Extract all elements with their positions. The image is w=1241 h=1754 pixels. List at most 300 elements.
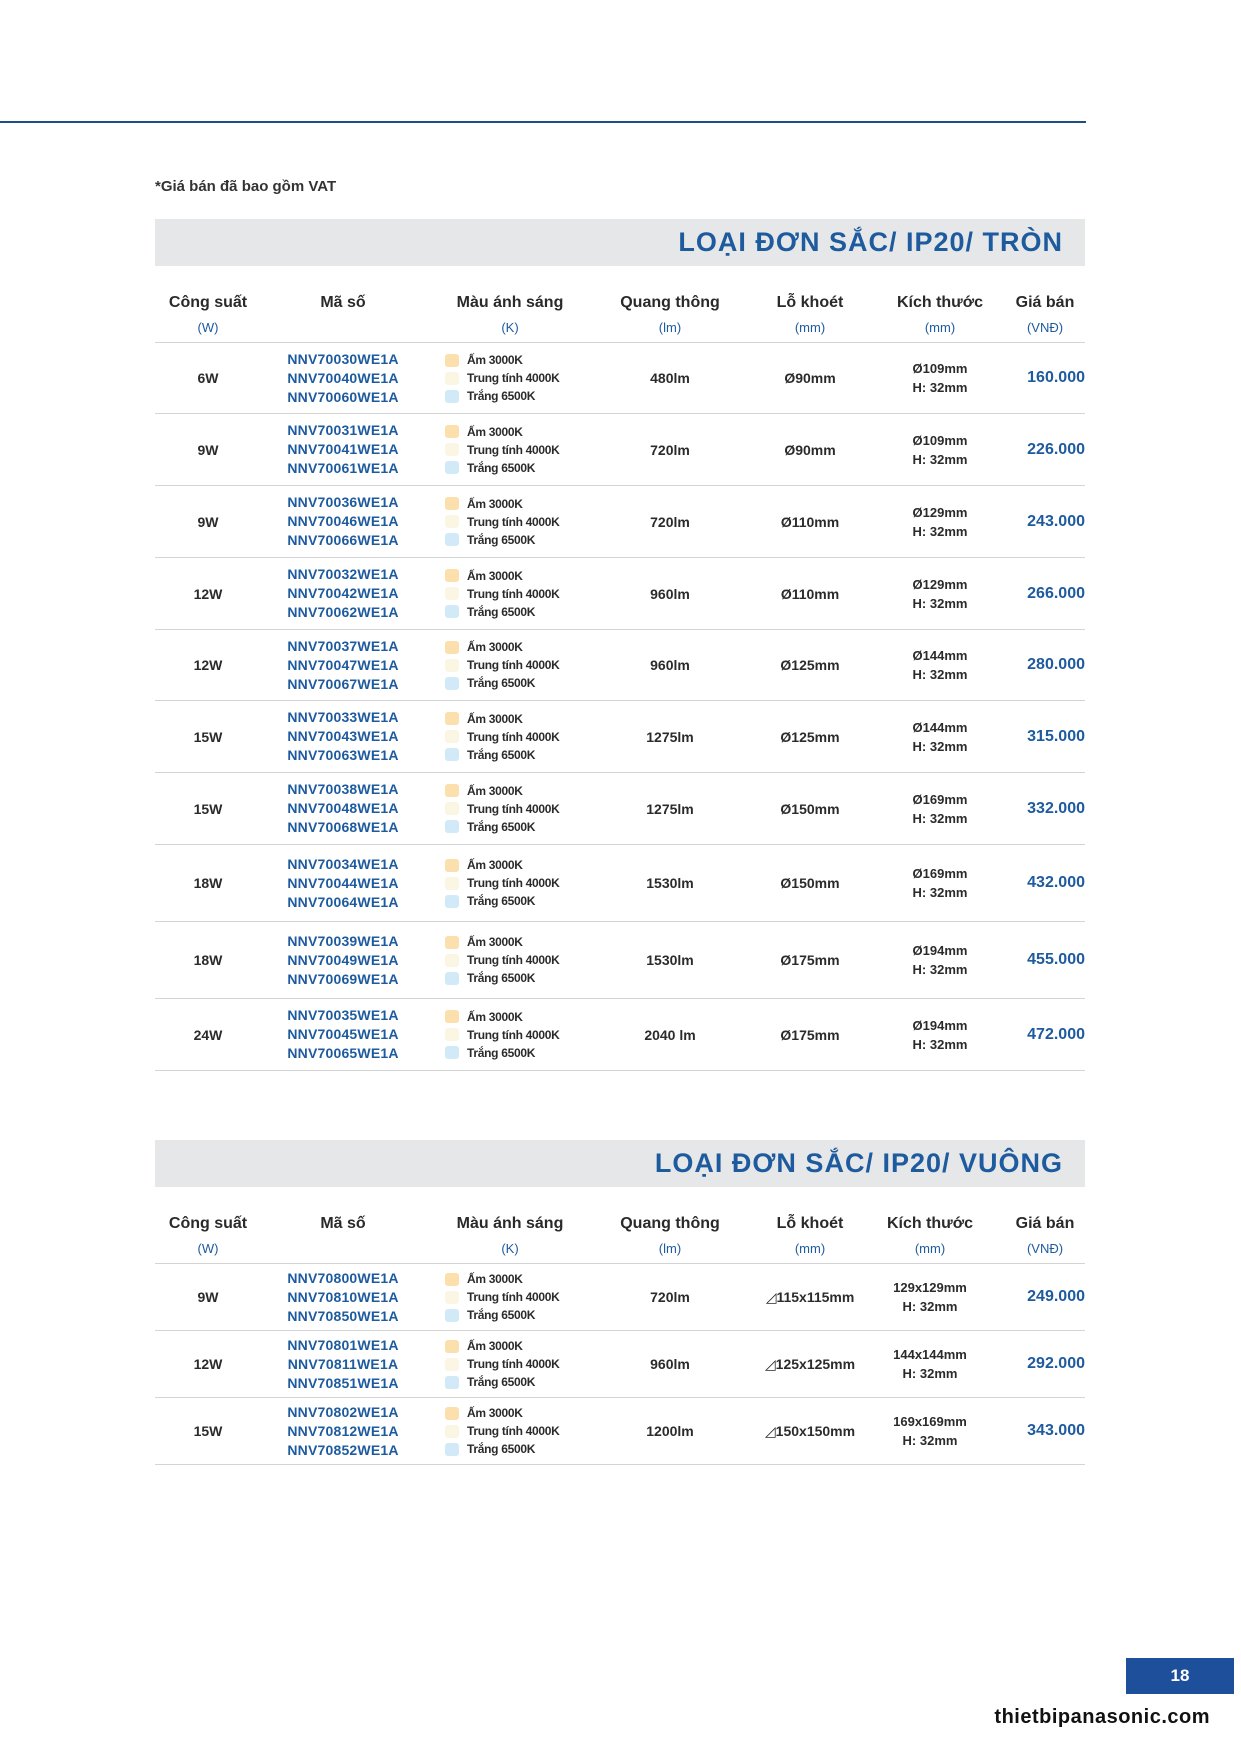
dimension-height: H: 32mm: [902, 1433, 958, 1448]
dimension-cell: [865, 1398, 995, 1464]
dimension-cell: [875, 630, 1005, 700]
light-color-cell: [445, 558, 595, 629]
light-color-cell: [445, 773, 595, 844]
dimension-size: Ø109mm: [912, 432, 968, 448]
lumen-cell: 2040 lm: [644, 1026, 696, 1043]
light-option-label: Trung tính 4000K: [467, 658, 560, 672]
product-code: NNV70046WE1A: [287, 513, 399, 529]
light-color-cell: [445, 922, 595, 998]
page-number: 18: [1170, 1666, 1190, 1685]
light-option-label: Trắng 6500K: [467, 1045, 536, 1060]
product-code: NNV70802WE1A: [287, 1403, 399, 1420]
light-color-cell: [445, 343, 595, 413]
light-option: [445, 1026, 560, 1044]
light-color-cell: [445, 1331, 595, 1397]
price-cell: 455.000: [1027, 951, 1085, 968]
color-swatch-icon: [445, 677, 459, 690]
lumen-cell: 960lm: [650, 657, 690, 673]
cutout-cell: ◿150x150mm: [764, 1422, 856, 1439]
color-swatch-icon: [445, 587, 459, 600]
product-code: NNV70851WE1A: [287, 1374, 399, 1391]
price-cell: 266.000: [1027, 584, 1085, 602]
dimension-cell: [875, 701, 1005, 772]
dimension-cell: [875, 558, 1005, 629]
code-cell: [261, 630, 425, 700]
product-code: NNV70801WE1A: [287, 1336, 399, 1353]
dimension-cell: [865, 1331, 995, 1397]
light-color-cell: [445, 414, 595, 485]
dimension-height: H: 32mm: [912, 380, 968, 395]
product-code: NNV70031WE1A: [287, 422, 399, 438]
price-cell: 243.000: [1027, 512, 1085, 530]
product-code: NNV70060WE1A: [287, 388, 399, 405]
price-cell: 432.000: [1027, 874, 1085, 891]
light-color-cell: [445, 630, 595, 700]
light-option: [445, 856, 523, 874]
product-code: NNV70066WE1A: [287, 532, 399, 548]
lumen-cell: 720lm: [650, 1289, 690, 1305]
table-row: [155, 486, 1085, 558]
light-option: [445, 782, 523, 800]
light-option: [445, 728, 560, 746]
product-code: NNV70064WE1A: [287, 893, 399, 910]
light-option: [445, 674, 535, 692]
code-cell: [261, 414, 425, 485]
cutout-cell: Ø110mm: [780, 513, 840, 530]
top-divider: [0, 121, 1086, 123]
color-swatch-icon: [445, 1407, 459, 1420]
dimension-cell: [875, 922, 1005, 998]
light-option: [445, 933, 523, 951]
light-option: [445, 1373, 535, 1391]
code-cell: [261, 773, 425, 844]
light-option-label: Ấm 3000K: [467, 711, 523, 726]
cutout-cell: ◿115x115mm: [765, 1288, 855, 1305]
dimension-size: Ø129mm: [912, 504, 968, 520]
price-cell: 343.000: [1027, 1422, 1085, 1439]
product-code: NNV70032WE1A: [287, 566, 399, 582]
vat-note: *Giá bán đã bao gồm VAT: [155, 178, 337, 195]
dimension-height: H: 32mm: [902, 1366, 958, 1381]
product-code: NNV70034WE1A: [287, 855, 399, 872]
light-option-label: Trắng 6500K: [467, 894, 536, 908]
code-cell: [261, 701, 425, 772]
lumen-cell: 720lm: [650, 441, 690, 458]
light-option: [445, 351, 523, 369]
color-swatch-icon: [445, 1443, 459, 1456]
code-cell: [261, 486, 425, 557]
product-code: NNV70041WE1A: [287, 441, 399, 457]
product-code: NNV70067WE1A: [287, 675, 399, 692]
power-cell: 9W: [197, 1289, 219, 1305]
dimension-size: Ø144mm: [912, 719, 968, 735]
light-color-cell: [445, 1398, 595, 1464]
lumen-cell: 480lm: [650, 370, 690, 386]
color-swatch-icon: [445, 390, 459, 403]
light-option: [445, 495, 523, 513]
color-swatch-icon: [445, 1376, 459, 1389]
light-option: [445, 656, 560, 674]
section-title-band: [155, 1140, 1085, 1187]
product-code: NNV70062WE1A: [287, 604, 399, 620]
dimension-cell: [875, 773, 1005, 844]
light-option-label: Trắng 6500K: [467, 676, 536, 690]
color-swatch-icon: [445, 1309, 459, 1322]
light-option: [445, 1440, 535, 1458]
table-row: [155, 1264, 1085, 1331]
square-section: [155, 1140, 1085, 1465]
product-code: NNV70047WE1A: [287, 656, 399, 673]
color-swatch-icon: [445, 641, 459, 654]
light-color-cell: [445, 1264, 595, 1330]
dimension-size: Ø109mm: [912, 361, 968, 376]
light-color-cell: [445, 845, 595, 921]
light-option: [445, 710, 523, 728]
dimension-cell: [875, 999, 1005, 1070]
light-option-label: Ấm 3000K: [467, 496, 523, 511]
dimension-cell: [875, 343, 1005, 413]
table-row: [155, 558, 1085, 630]
color-swatch-icon: [445, 712, 459, 725]
color-swatch-icon: [445, 877, 459, 890]
color-swatch-icon: [445, 1273, 459, 1286]
color-swatch-icon: [445, 425, 459, 438]
product-code: NNV70850WE1A: [287, 1307, 399, 1324]
dimension-height: H: 32mm: [902, 1299, 958, 1314]
cutout-cell: Ø175mm: [780, 1026, 840, 1043]
light-option-label: Trung tính 4000K: [467, 1290, 560, 1304]
product-code: NNV70852WE1A: [287, 1441, 399, 1458]
product-code: NNV70063WE1A: [287, 747, 399, 763]
light-option-label: Ấm 3000K: [467, 935, 523, 949]
light-option-label: Trắng 6500K: [467, 747, 536, 762]
light-option: [445, 746, 535, 764]
light-option-label: Trắng 6500K: [467, 971, 536, 985]
color-swatch-icon: [445, 1046, 459, 1059]
dimension-height: H: 32mm: [912, 667, 968, 682]
color-swatch-icon: [445, 659, 459, 672]
light-option: [445, 441, 560, 459]
light-option-label: Trung tính 4000K: [467, 371, 560, 385]
color-swatch-icon: [445, 1028, 459, 1041]
power-cell: 9W: [197, 513, 219, 530]
light-option: [445, 1355, 560, 1373]
color-swatch-icon: [445, 461, 459, 474]
price-cell: 249.000: [1027, 1288, 1085, 1305]
light-option: [445, 459, 535, 477]
color-swatch-icon: [445, 972, 459, 985]
dimension-size: Ø144mm: [912, 648, 968, 663]
power-cell: 15W: [193, 1423, 223, 1439]
dimension-cell: [875, 486, 1005, 557]
color-swatch-icon: [445, 497, 459, 510]
product-code: NNV70812WE1A: [287, 1422, 399, 1439]
dimension-height: H: 32mm: [912, 595, 968, 611]
color-swatch-icon: [445, 372, 459, 385]
color-swatch-icon: [445, 533, 459, 546]
price-cell: 292.000: [1027, 1355, 1085, 1372]
light-option: [445, 638, 523, 656]
product-code: NNV70035WE1A: [287, 1007, 399, 1023]
power-cell: 18W: [193, 875, 223, 891]
light-option-label: Trắng 6500K: [467, 604, 536, 619]
code-cell: [261, 1331, 425, 1397]
light-option: [445, 800, 560, 818]
cutout-cell: Ø125mm: [780, 728, 840, 745]
price-cell: 332.000: [1027, 799, 1085, 817]
light-option-label: Ấm 3000K: [467, 1009, 523, 1024]
dimension-size: 129x129mm: [893, 1280, 967, 1295]
light-option: [445, 969, 535, 987]
table-row: [155, 845, 1085, 922]
power-cell: 9W: [197, 441, 219, 458]
light-option: [445, 369, 560, 387]
table-row: [155, 773, 1085, 845]
light-option: [445, 951, 560, 969]
power-cell: 15W: [193, 728, 223, 745]
color-swatch-icon: [445, 820, 459, 833]
lumen-cell: 960lm: [650, 1356, 690, 1372]
light-option-label: Trung tính 4000K: [467, 1027, 560, 1042]
light-option: [445, 1404, 523, 1422]
lumen-cell: 1530lm: [646, 875, 694, 891]
light-option: [445, 567, 523, 585]
table-row: [155, 343, 1085, 414]
lumen-cell: 720lm: [650, 513, 690, 530]
table-header: Công suất (W) Mã số Màu ánh sáng (K) Quang thông (lm) Lỗ khoét (mm) Kích thước (mm) Giá bán (VNĐ): [155, 266, 1085, 343]
light-option: [445, 585, 560, 603]
dimension-cell: [875, 845, 1005, 921]
table-row: [155, 1331, 1085, 1398]
dimension-size: Ø169mm: [912, 866, 968, 881]
dimension-cell: [865, 1264, 995, 1330]
price-cell: 315.000: [1027, 727, 1085, 745]
cutout-cell: ◿125x125mm: [764, 1355, 856, 1372]
cutout-cell: Ø175mm: [780, 952, 840, 968]
dimension-size: 144x144mm: [893, 1347, 967, 1362]
code-cell: [261, 922, 425, 998]
light-option-label: Trắng 6500K: [467, 1308, 536, 1322]
color-swatch-icon: [445, 1010, 459, 1023]
color-swatch-icon: [445, 443, 459, 456]
color-swatch-icon: [445, 569, 459, 582]
product-code: NNV70048WE1A: [287, 800, 399, 816]
light-option: [445, 387, 535, 405]
color-swatch-icon: [445, 859, 459, 872]
code-cell: [261, 343, 425, 413]
code-cell: [261, 1398, 425, 1464]
power-cell: 15W: [193, 800, 223, 817]
light-color-cell: [445, 701, 595, 772]
product-code: NNV70044WE1A: [287, 874, 399, 891]
light-option-label: Ấm 3000K: [467, 1272, 523, 1286]
light-option-label: Trung tính 4000K: [467, 876, 560, 890]
light-option-label: Trung tính 4000K: [467, 1357, 560, 1371]
power-cell: 12W: [193, 1356, 223, 1372]
dimension-size: Ø169mm: [912, 791, 968, 807]
light-option-label: Trắng 6500K: [467, 819, 536, 834]
color-swatch-icon: [445, 605, 459, 618]
light-option-label: Trung tính 4000K: [467, 514, 560, 529]
light-option: [445, 1270, 523, 1288]
light-option-label: Trung tính 4000K: [467, 801, 560, 816]
lumen-cell: 1275lm: [646, 800, 694, 817]
section-title-round: LOẠI ĐƠN SẮC/ IP20/ TRÒN: [678, 227, 1063, 257]
section-title-band: [155, 219, 1085, 266]
color-swatch-icon: [445, 895, 459, 908]
light-option: [445, 531, 535, 549]
color-swatch-icon: [445, 748, 459, 761]
light-option-label: Ấm 3000K: [467, 353, 523, 367]
light-option-label: Ấm 3000K: [467, 640, 523, 654]
dimension-height: H: 32mm: [912, 962, 968, 977]
color-swatch-icon: [445, 1291, 459, 1304]
light-option-label: Trung tính 4000K: [467, 442, 560, 457]
dimension-height: H: 32mm: [912, 885, 968, 900]
product-code: NNV70043WE1A: [287, 728, 399, 744]
table-row: [155, 922, 1085, 999]
dimension-height: H: 32mm: [912, 451, 968, 467]
page-number-badge: [1126, 1658, 1234, 1694]
product-code: NNV70042WE1A: [287, 585, 399, 601]
lumen-cell: 960lm: [650, 585, 690, 602]
light-option: [445, 818, 535, 836]
product-code: NNV70040WE1A: [287, 369, 399, 386]
code-cell: [261, 845, 425, 921]
light-option-label: Trung tính 4000K: [467, 729, 560, 744]
power-cell: 6W: [197, 370, 219, 386]
light-option-label: Trắng 6500K: [467, 532, 536, 547]
light-option: [445, 892, 535, 910]
dimension-height: H: 32mm: [912, 738, 968, 754]
section-title-square: LOẠI ĐƠN SẮC/ IP20/ VUÔNG: [654, 1148, 1063, 1178]
cutout-cell: Ø90mm: [784, 441, 836, 458]
color-swatch-icon: [445, 954, 459, 967]
color-swatch-icon: [445, 802, 459, 815]
light-option: [445, 874, 560, 892]
light-option: [445, 423, 523, 441]
product-code: NNV70049WE1A: [287, 951, 399, 968]
light-option-label: Trắng 6500K: [467, 460, 536, 475]
code-cell: [261, 999, 425, 1070]
product-code: NNV70045WE1A: [287, 1026, 399, 1042]
color-swatch-icon: [445, 515, 459, 528]
cutout-cell: Ø150mm: [780, 875, 840, 891]
product-code: NNV70036WE1A: [287, 494, 399, 510]
light-color-cell: [445, 486, 595, 557]
light-option-label: Trắng 6500K: [467, 1375, 536, 1389]
light-option: [445, 1306, 535, 1324]
light-option: [445, 1337, 523, 1355]
table-row: [155, 414, 1085, 486]
power-cell: 24W: [193, 1026, 223, 1043]
table-row: [155, 999, 1085, 1071]
light-option: [445, 1008, 523, 1026]
light-option: [445, 603, 535, 621]
light-option-label: Trung tính 4000K: [467, 586, 560, 601]
power-cell: 18W: [193, 952, 223, 968]
light-option-label: Trắng 6500K: [467, 1442, 536, 1456]
cutout-cell: Ø150mm: [780, 800, 840, 817]
dimension-cell: [875, 414, 1005, 485]
price-cell: 472.000: [1027, 1025, 1085, 1043]
light-option-label: Ấm 3000K: [467, 1339, 523, 1353]
light-option-label: Ấm 3000K: [467, 424, 523, 439]
lumen-cell: 1275lm: [646, 728, 694, 745]
table-row: [155, 630, 1085, 701]
product-code: NNV70810WE1A: [287, 1288, 399, 1305]
light-option: [445, 1422, 560, 1440]
round-table-body: [155, 343, 1085, 1071]
color-swatch-icon: [445, 1425, 459, 1438]
lumen-cell: 1200lm: [646, 1423, 694, 1439]
product-code: NNV70037WE1A: [287, 637, 399, 654]
light-option-label: Ấm 3000K: [467, 858, 523, 872]
product-code: NNV70069WE1A: [287, 970, 399, 987]
light-option: [445, 1044, 535, 1062]
product-code: NNV70811WE1A: [287, 1355, 399, 1372]
price-cell: 160.000: [1027, 369, 1085, 386]
color-swatch-icon: [445, 936, 459, 949]
product-code: NNV70800WE1A: [287, 1269, 399, 1286]
cutout-cell: Ø90mm: [784, 370, 836, 386]
color-swatch-icon: [445, 730, 459, 743]
table-row: [155, 1398, 1085, 1465]
lumen-cell: 1530lm: [646, 952, 694, 968]
power-cell: 12W: [193, 585, 223, 602]
table-header: Công suất (W) Mã số Màu ánh sáng (K) Quang thông (lm) Lỗ khoét (mm) Kích thước (mm) Giá bán (VNĐ): [155, 1187, 1085, 1264]
product-code: NNV70068WE1A: [287, 819, 399, 835]
color-swatch-icon: [445, 354, 459, 367]
light-option-label: Trắng 6500K: [467, 389, 536, 403]
dimension-size: Ø129mm: [912, 576, 968, 592]
dimension-size: Ø194mm: [912, 943, 968, 958]
cutout-cell: Ø125mm: [780, 657, 840, 673]
product-code: NNV70039WE1A: [287, 932, 399, 949]
product-code: NNV70038WE1A: [287, 781, 399, 797]
table-row: [155, 701, 1085, 773]
square-table-body: [155, 1264, 1085, 1465]
product-code: NNV70033WE1A: [287, 709, 399, 725]
product-code: NNV70065WE1A: [287, 1045, 399, 1061]
product-code: NNV70061WE1A: [287, 460, 399, 476]
cutout-cell: Ø110mm: [780, 585, 840, 602]
code-cell: [261, 1264, 425, 1330]
dimension-height: H: 32mm: [912, 810, 968, 826]
light-option: [445, 513, 560, 531]
product-code: NNV70030WE1A: [287, 350, 399, 367]
color-swatch-icon: [445, 784, 459, 797]
light-option-label: Trung tính 4000K: [467, 1424, 560, 1438]
dimension-height: H: 32mm: [912, 1036, 968, 1052]
code-cell: [261, 558, 425, 629]
light-color-cell: [445, 999, 595, 1070]
color-swatch-icon: [445, 1358, 459, 1371]
price-cell: 226.000: [1027, 440, 1085, 458]
color-swatch-icon: [445, 1340, 459, 1353]
dimension-size: 169x169mm: [893, 1414, 967, 1429]
website-url: thietbipanasonic.com: [994, 1706, 1210, 1728]
light-option-label: Ấm 3000K: [467, 783, 523, 798]
power-cell: 12W: [193, 657, 223, 673]
dimension-height: H: 32mm: [912, 523, 968, 539]
dimension-size: Ø194mm: [912, 1017, 968, 1033]
light-option-label: Ấm 3000K: [467, 1406, 523, 1420]
light-option-label: Trung tính 4000K: [467, 953, 560, 967]
round-section: [155, 219, 1085, 1071]
price-cell: 280.000: [1027, 656, 1085, 673]
light-option: [445, 1288, 560, 1306]
